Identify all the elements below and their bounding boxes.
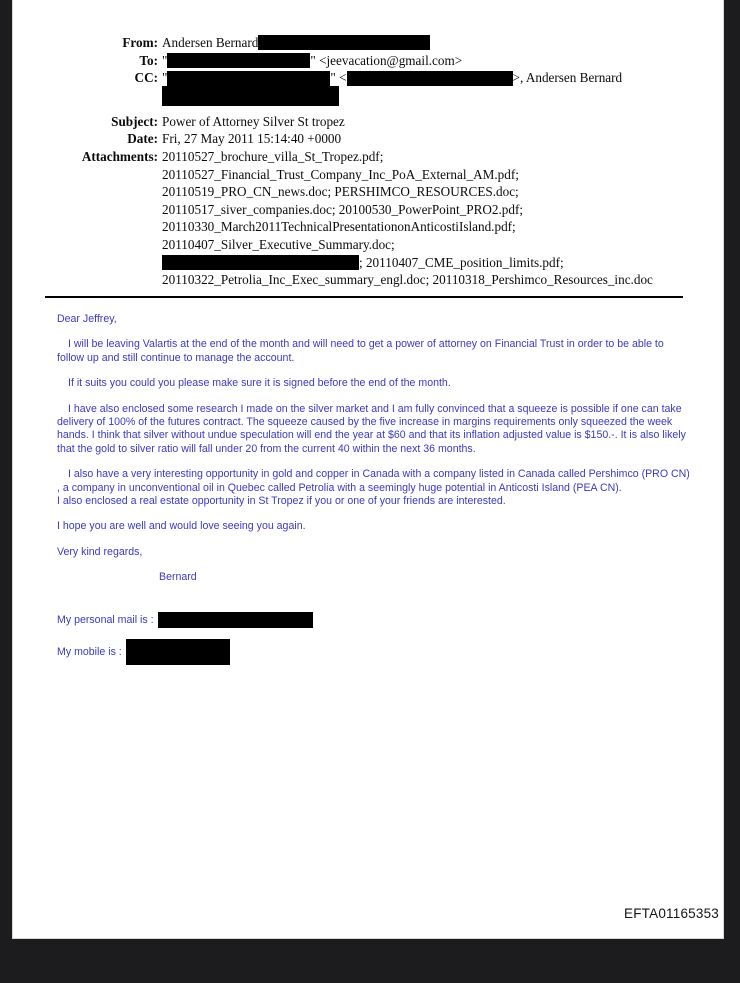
closing-line: Very kind regards, bbox=[57, 545, 143, 558]
email-body-block bbox=[57, 313, 693, 678]
redaction-bar-personal-mail bbox=[158, 612, 313, 628]
cc-continuation-value bbox=[162, 87, 723, 107]
attachment-line: 20110519_PRO_CN_news.doc; PERSHIMCO_RESOURCES.doc; bbox=[162, 184, 519, 200]
attachments-label: Attachments: bbox=[81, 148, 158, 164]
attachments-value bbox=[162, 148, 723, 289]
attachment-line: 20110517_siver_companies.doc; 20100530_PowerPoint_PRO2.pdf; bbox=[162, 201, 524, 217]
from-label: From: bbox=[122, 35, 158, 50]
email-header-block bbox=[13, 34, 723, 289]
redaction-bar-cc-name bbox=[167, 71, 330, 86]
subject-value: Power of Attorney Silver St tropez bbox=[162, 113, 345, 129]
redaction-bar-to bbox=[167, 53, 310, 68]
body-paragraph: I will be leaving Valartis at the end of the month and will need to get a power of attorney on Financial Trust in order to be able to follow up and still continue to manage the account. bbox=[57, 338, 664, 364]
attachment-line: 20110527_brochure_villa_St_Tropez.pdf; bbox=[162, 148, 384, 164]
from-name: Andersen Bernard bbox=[162, 35, 259, 50]
document-page bbox=[13, 0, 723, 938]
redaction-bar-from bbox=[258, 35, 430, 50]
attachment-line-redacted bbox=[162, 254, 723, 272]
to-quote-close: " bbox=[310, 52, 316, 68]
redaction-bar-cc-second-line bbox=[162, 86, 339, 106]
cc-angle-close: >, bbox=[512, 70, 524, 86]
cc-value bbox=[162, 69, 723, 87]
body-paragraph: I have also enclosed some research I made on the silver market and I am fully convinced that a squeeze is possible if one can take delivery of 100% of the futures contract. The squeeze caused by the five increase in margins requirements only squeezed the week hands. I think that silver without undue speculation will end the year at $60 and that its inflation adjusted value is $150.-. It is also likely that the gold to silver ratio will fall under 20 from the current 40 within the next 36 months. bbox=[57, 402, 686, 455]
attachment-redacted-suffix: ; 20110407_CME_position_limits.pdf; bbox=[359, 254, 564, 270]
to-value bbox=[162, 52, 723, 70]
attachment-line: 20110330_March2011TechnicalPresentationonAnticostiIsland.pdf; bbox=[162, 219, 516, 235]
header-row-cc-continuation bbox=[13, 87, 723, 107]
bates-number: EFTA01165353 bbox=[624, 906, 719, 921]
contact-mobile bbox=[57, 640, 693, 666]
from-value bbox=[162, 34, 723, 52]
header-row-subject bbox=[13, 113, 723, 131]
salutation: Dear Jeffrey, bbox=[57, 313, 117, 325]
attachment-line: 20110322_Petrolia_Inc_Exec_summary_engl.doc; 20110318_Pershimco_Resources_inc.doc bbox=[162, 272, 653, 288]
to-address: <jeevacation@gmail.com> bbox=[319, 52, 463, 68]
to-quote-open: " bbox=[162, 52, 168, 68]
cc-angle-open: < bbox=[339, 70, 347, 86]
redaction-bar-mobile bbox=[126, 639, 230, 665]
contact-personal-mail bbox=[57, 613, 693, 629]
cc-trailing-name: Andersen Bernard bbox=[525, 70, 623, 86]
contact-mobile-label: My mobile is : bbox=[57, 645, 122, 658]
cc-quote-open: " bbox=[162, 70, 168, 86]
cc-quote-close: " bbox=[330, 70, 336, 86]
body-paragraph: I also enclosed a real estate opportunity in St Tropez if you or one of your friends are interested. bbox=[57, 495, 506, 508]
attachment-line: 20110407_Silver_Executive_Summary.doc; bbox=[162, 236, 395, 252]
body-paragraph: I also have a very interesting opportunity in gold and copper in Canada with a company listed in Canada called Pershimco (PRO CN) , a company in unconventional oil in Quebec called Petrolia with a seemingly huge potential in Anticosti Island (PEA CN). bbox=[57, 468, 690, 494]
cc-continuation-spacer bbox=[13, 87, 162, 107]
header-row-attachments bbox=[13, 148, 723, 289]
header-row-to bbox=[13, 52, 723, 70]
cc-label: CC: bbox=[134, 70, 158, 86]
redaction-bar-attachment bbox=[162, 255, 359, 270]
header-row-cc bbox=[13, 69, 723, 87]
body-paragraph: I hope you are well and would love seeing you again. bbox=[57, 520, 306, 533]
date-label: Date: bbox=[127, 131, 158, 147]
body-paragraph: If it suits you could you please make sure it is signed before the end of the month. bbox=[68, 377, 451, 390]
attachment-line: 20110527_Financial_Trust_Company_Inc_PoA_External_AM.pdf; bbox=[162, 166, 519, 182]
redaction-bar-cc-address bbox=[347, 71, 513, 86]
signature-name: Bernard bbox=[159, 571, 197, 584]
subject-label: Subject: bbox=[111, 113, 158, 129]
date-value: Fri, 27 May 2011 15:14:40 +0000 bbox=[162, 131, 342, 147]
header-body-divider bbox=[45, 296, 683, 298]
to-label: To: bbox=[139, 52, 158, 68]
header-row-date bbox=[13, 130, 723, 148]
header-row-from bbox=[13, 34, 723, 52]
contact-personal-mail-label: My personal mail is : bbox=[57, 613, 154, 626]
